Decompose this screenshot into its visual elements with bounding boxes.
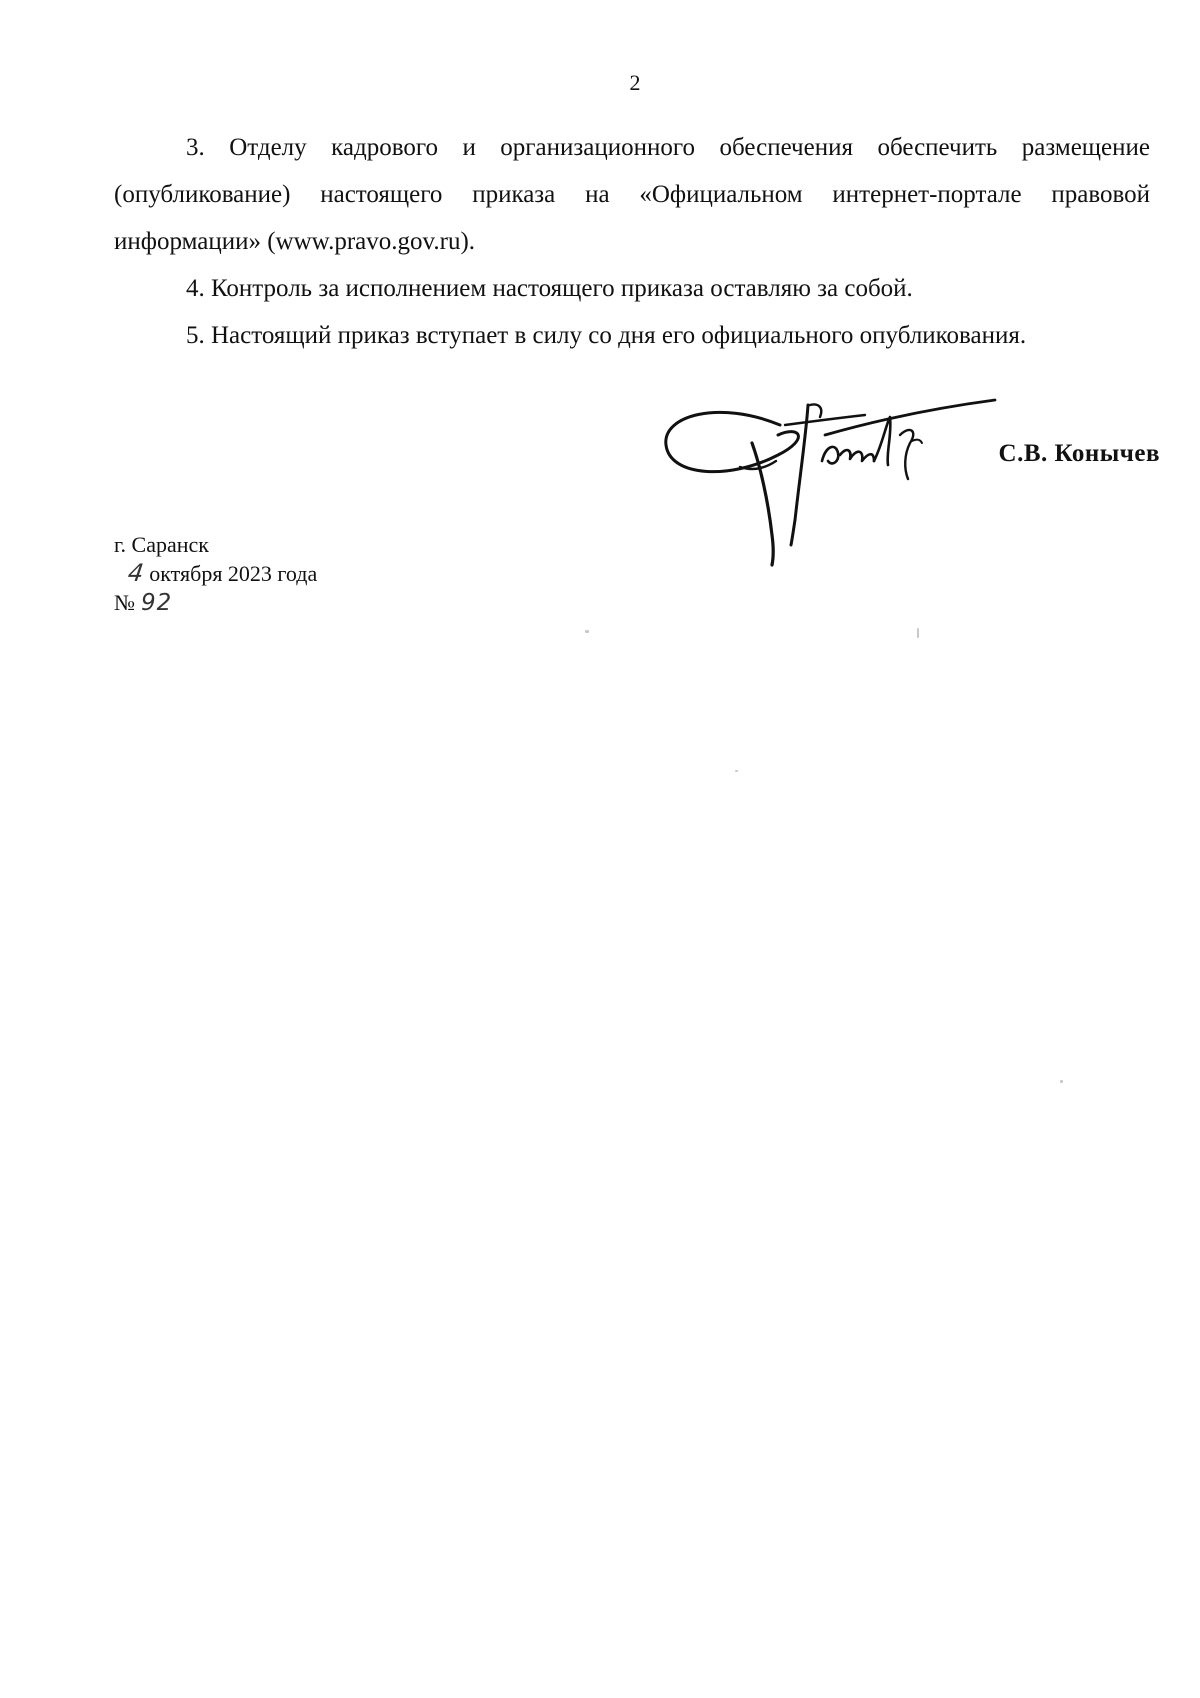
order-number-handwritten: 92 (141, 590, 173, 616)
signature-block (660, 395, 1160, 570)
document-body (114, 124, 1150, 359)
paragraph-4: 4. Контроль за исполнением настоящего приказа оставляю за собой. (186, 275, 913, 302)
number-prefix: № (114, 590, 135, 615)
paragraph-3: 3. Отделу кадрового и организационного обеспечения обеспечить размещение (опубликование) настоящего приказа на «Официальном интернет-портале правовой информации» (www.pravo.gov.ru). (114, 134, 1150, 255)
place-date-number-block (114, 530, 317, 618)
paragraph-5: 5. Настоящий приказ вступает в силу со дня его официального опубликования. (186, 322, 1027, 349)
number-line (114, 588, 317, 618)
date-line (114, 559, 317, 588)
scan-speckle (735, 770, 738, 772)
signer-name: С.В. Конычев (998, 440, 1160, 467)
scan-speckle (585, 630, 589, 633)
page-number: 2 (629, 70, 641, 95)
scan-speckle (1060, 1080, 1063, 1083)
date-day-handwritten: 4 (126, 559, 146, 587)
place: г. Саранск (114, 532, 209, 557)
handwritten-signature (660, 395, 1020, 570)
scan-speckle (917, 628, 919, 638)
date-rest: октября 2023 года (149, 561, 318, 586)
place-line (114, 530, 317, 559)
